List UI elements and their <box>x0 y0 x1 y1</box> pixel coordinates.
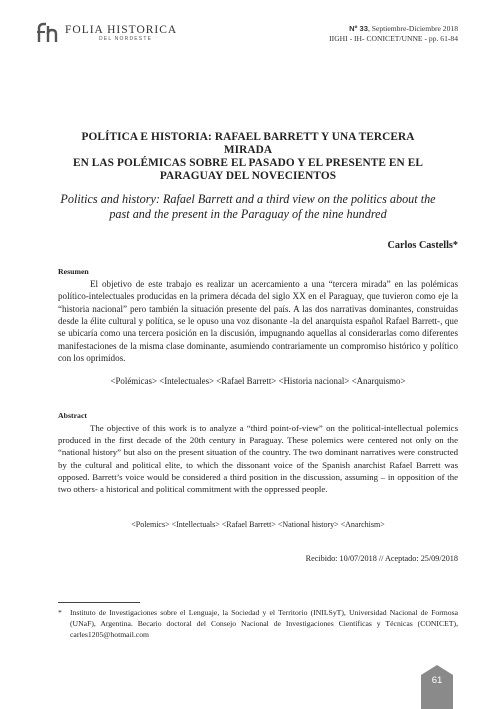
title-line: POLÍTICA E HISTORIA: RAFAEL BARRETT Y UNA TERCERA MIRADA <box>81 131 415 156</box>
issue-dates: , Septiembre-Diciembre 2018 <box>367 24 458 33</box>
folia-historica-logo-icon <box>36 22 60 44</box>
subtitle-line: Politics and history: Rafael Barrett and a third view on the politics about the <box>60 192 436 206</box>
subtitle-line: past and the present in the Paraguay of the nine hundred <box>109 207 387 221</box>
article-title <box>60 131 436 183</box>
publisher-line: IIGHI - IH- CONICET/UNNE - pp. 61-84 <box>329 34 458 43</box>
author-name: Carlos Castells* <box>387 240 458 251</box>
journal-logo <box>36 22 177 44</box>
page-header <box>36 22 458 52</box>
page-number: 61 <box>431 675 443 686</box>
issue-number: Nº 33 <box>349 24 368 33</box>
footnote-divider <box>58 602 140 603</box>
resumen-heading: Resumen <box>58 267 89 276</box>
issue-info <box>329 24 458 44</box>
article-subtitle <box>50 192 446 222</box>
abstract-paragraph: The objective of this work is to analyze a “third point-of-view” on the political-intellectual polemics produced in the first decade of the 20th century in Paraguay. These polemics were centered not only on the “national history” but also on the present situation of the country. The two dominant narratives were constructed by the cultural and political elite, to which the dissonant voice of the Spanish anarchist Rafael Barrett was opposed. Barrett’s voice would be considered a third position in the discussion, assuming – in opposition of the two others- a historical and political commitment with the oppressed people. <box>58 423 458 495</box>
title-line: EN LAS POLÉMICAS SOBRE EL PASADO Y EL PRESENTE EN EL <box>72 157 424 169</box>
journal-name: FOLIA HISTORICA <box>65 24 178 36</box>
footnote-text: Instituto de Investigaciones sobre el Lenguaje, la Sociedad y el Territorio (INILSyT), Universidad Nacional de Formosa (UNaF), Argentina. Becario doctoral del Consejo Nacional de Investigaciones Científicas y Técnicas (CONICET), carles1205@hotmail.com <box>70 608 458 639</box>
abstract-heading: Abstract <box>58 411 88 420</box>
title-line: PARAGUAY DEL NOVECIENTOS <box>159 170 337 182</box>
footnote-mark: * <box>58 608 62 617</box>
author-footnote <box>58 608 458 640</box>
page-tab-pentagon-icon <box>421 665 453 709</box>
resumen-paragraph: El objetivo de este trabajo es realizar un acercamiento a una “tercera mirada” en las polémicas político-intelectuales producidas en la primera década del siglo XX en el Paraguay, que tuvieron como eje la “historia nacional” pero también la situación presente del país. A las dos narrativas dominantes, construidas desde la élite cultural y política, se le opuso una voz disonante -la del anarquista español Rafael Barrett-, que se ubicaría como una tercera posición en la discusión, impugnando aquellas al considerarlas como diferentes manifestaciones de la misma clase dominante, asumiendo contrariamente un compromiso histórico y político con los oprimidos. <box>58 279 458 364</box>
received-accepted-dates: Recibido: 10/07/2018 // Aceptado: 25/09/2018 <box>305 554 458 563</box>
journal-subname: DEL NORDESTE <box>99 36 153 42</box>
resumen-keywords: <Polémicas> <Intelectuales> <Rafael Barrett> <Historia nacional> <Anarquismo> <box>110 376 406 386</box>
abstract-keywords: <Polemics> <Intellectuals> <Rafael Barrett> <National history> <Anarchism> <box>131 520 385 529</box>
